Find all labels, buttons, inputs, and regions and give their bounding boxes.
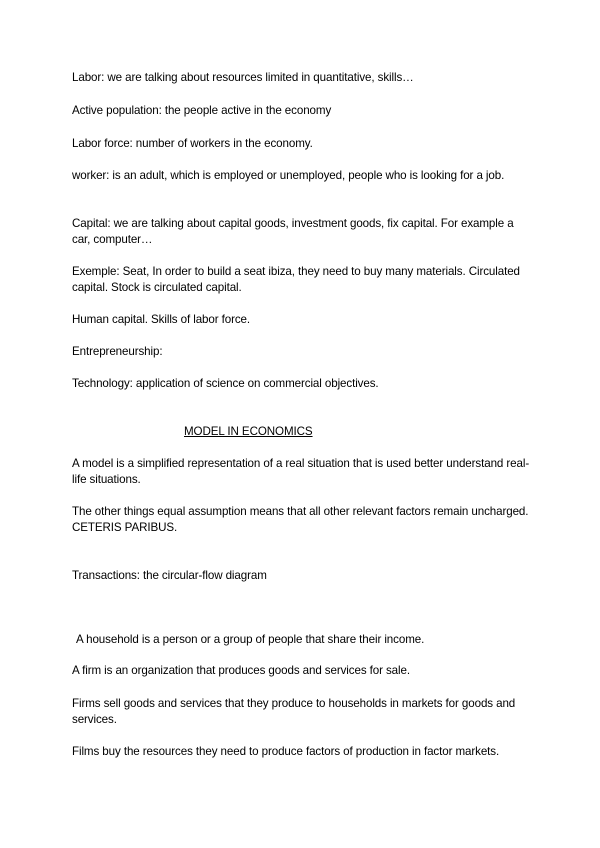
paragraph-ceteris-paribus: The other things equal assumption means that all other relevant factors remain uncharged. CETERIS PARIBUS. <box>72 505 529 534</box>
paragraph-capital: Capital: we are talking about capital goods, investment goods, fix capital. For example a car, computer… <box>72 217 514 246</box>
paragraph-labor-force: Labor force: number of workers in the economy. <box>72 137 313 150</box>
paragraph-technology: Technology: application of science on commercial objectives. <box>72 377 379 390</box>
paragraph-labor: Labor: we are talking about resources limited in quantitative, skills… <box>72 71 414 84</box>
paragraph-entrepreneurship: Entrepreneurship: <box>72 345 163 358</box>
paragraph-active-population: Active population: the people active in the economy <box>72 104 332 117</box>
paragraph-transactions: Transactions: the circular-flow diagram <box>72 569 267 582</box>
section-heading-model-in-economics: MODEL IN ECONOMICS <box>184 425 313 438</box>
paragraph-worker: worker: is an adult, which is employed or unemployed, people who is looking for a job. <box>72 169 505 182</box>
paragraph-exemple: Exemple: Seat, In order to build a seat ibiza, they need to buy many materials. Circulated capital. Stock is circulated capital. <box>72 265 520 294</box>
paragraph-films-buy: Films buy the resources they need to produce factors of production in factor markets. <box>72 745 500 758</box>
paragraph-household: A household is a person or a group of people that share their income. <box>76 633 425 646</box>
paragraph-human-capital: Human capital. Skills of labor force. <box>72 313 251 326</box>
paragraph-firms-sell: Firms sell goods and services that they produce to households in markets for goods and services. <box>72 697 516 726</box>
paragraph-model-definition: A model is a simplified representation of a real situation that is used better understand real-life situations. <box>72 457 530 486</box>
paragraph-firm: A firm is an organization that produces goods and services for sale. <box>72 664 410 677</box>
